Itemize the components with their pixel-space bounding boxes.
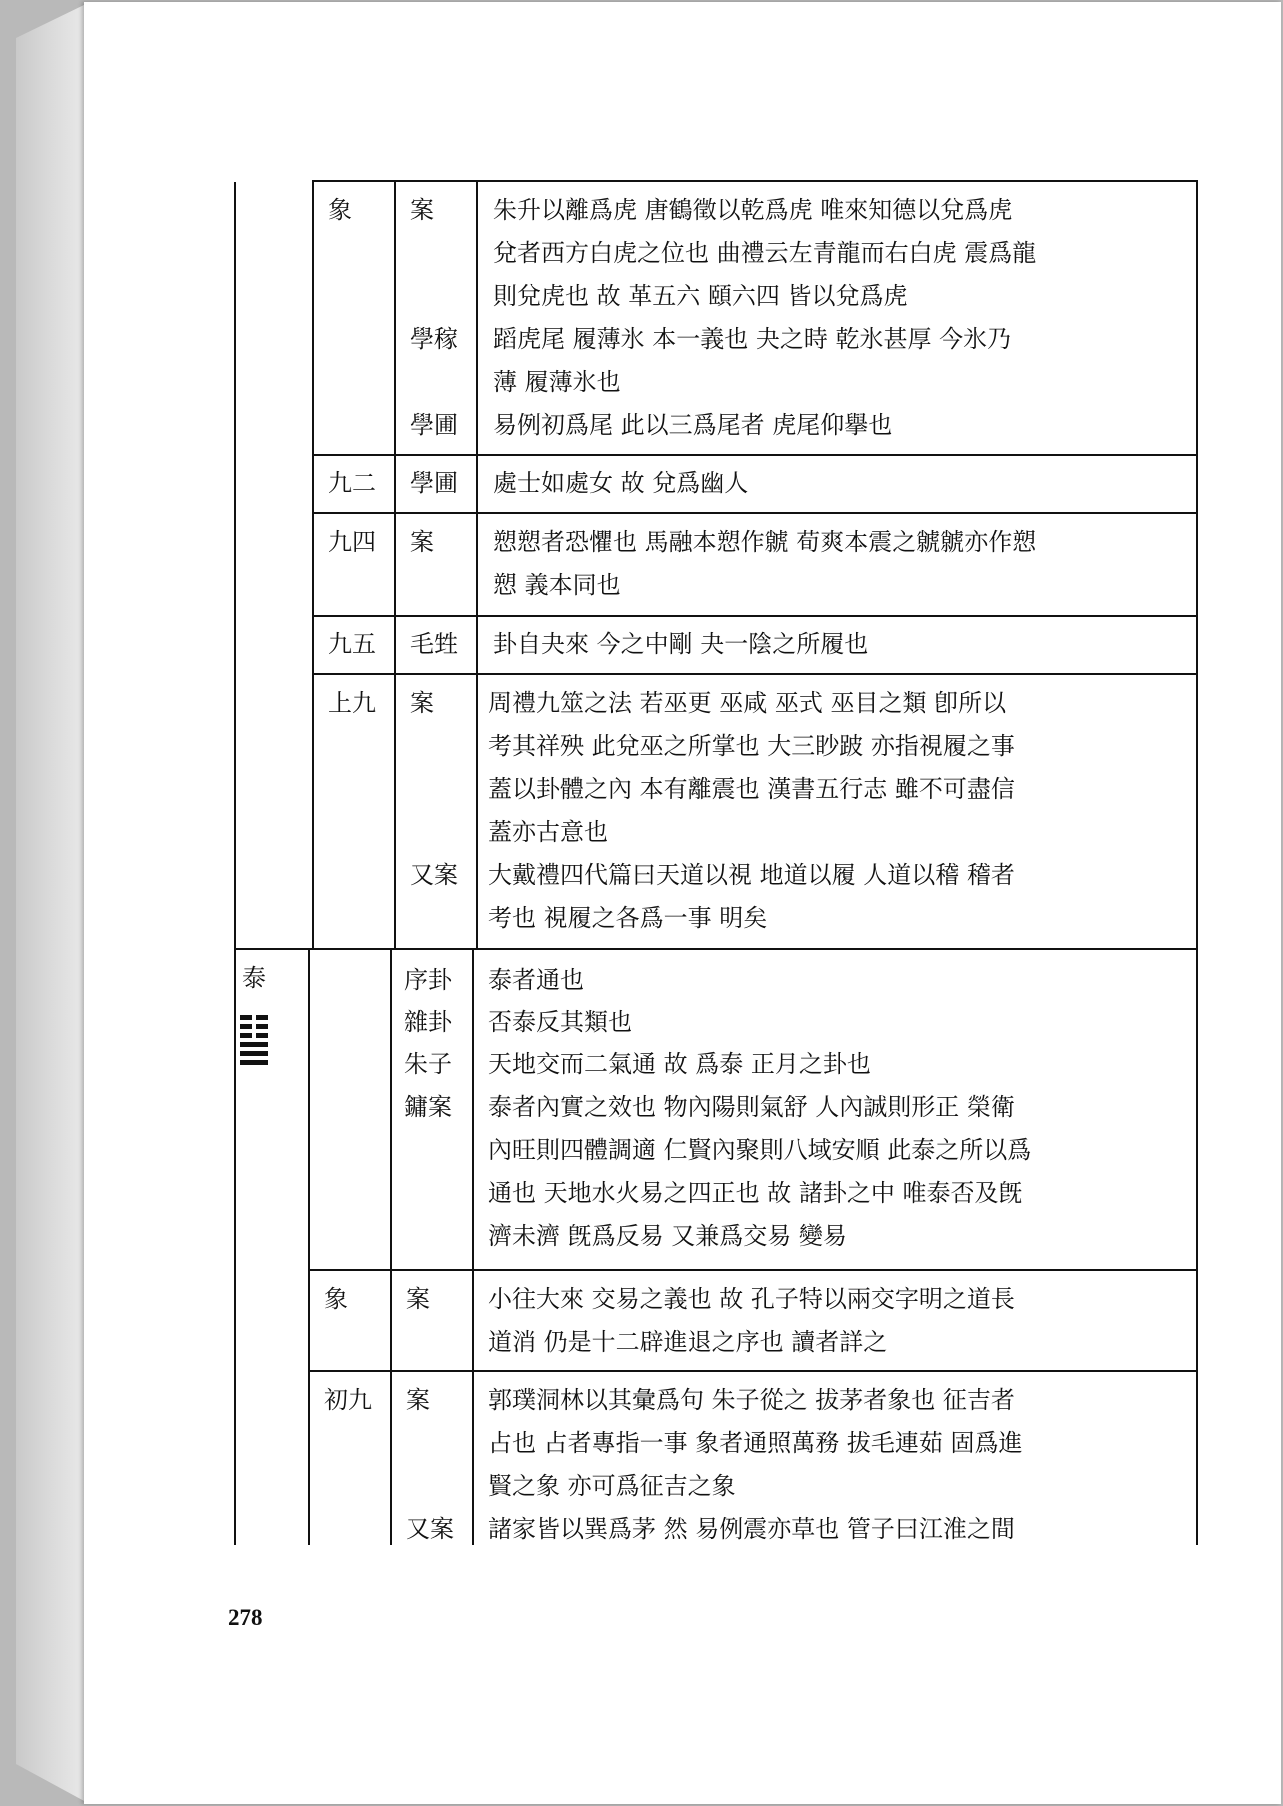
source-label: 朱子: [404, 1050, 452, 1078]
commentary-line: 天地交而二氣通 故 爲泰 正月之卦也: [488, 1050, 871, 1078]
source-label: 學圃: [410, 469, 458, 497]
commentary-line: 大戴禮四代篇曰天道以視 地道以履 人道以稽 稽者: [488, 861, 1015, 889]
commentary-line: 考其祥殃 此兌巫之所掌也 大三眇跛 亦指視履之事: [488, 732, 1015, 760]
commentary-line: 諸家皆以巽爲茅 然 易例震亦草也 管子曰江淮之間: [488, 1515, 1015, 1543]
commentary-line: 內旺則四體調適 仁賢內聚則八域安順 此泰之所以爲: [488, 1136, 1032, 1164]
column-divider: [476, 180, 478, 950]
source-label: 又案: [410, 861, 458, 889]
commentary-line: 賢之象 亦可爲征吉之象: [488, 1472, 736, 1500]
source-label: 鏞案: [404, 1093, 452, 1121]
commentary-line: 蓋以卦體之內 本有離震也 漢書五行志 雖不可盡信: [488, 775, 1015, 803]
commentary-line: 道消 仍是十二辟進退之序也 讀者詳之: [488, 1328, 888, 1356]
source-label: 學稼: [410, 325, 458, 353]
column-divider: [394, 180, 396, 950]
line-label: 上九: [328, 689, 376, 717]
source-label: 序卦: [404, 966, 452, 994]
commentary-line: 否泰反其類也: [488, 1008, 632, 1036]
hexagram-name: 泰: [242, 964, 266, 992]
column-divider: [308, 948, 310, 1545]
source-label: 案: [410, 689, 434, 717]
line-label: 九二: [328, 469, 376, 497]
commentary-line: 愬愬者恐懼也 馬融本愬作虩 荀爽本震之虩虩亦作愬: [493, 528, 1037, 556]
line-label: 初九: [324, 1386, 372, 1414]
commentary-line: 泰者內實之效也 物內陽則氣舒 人內誠則形正 榮衛: [488, 1093, 1015, 1121]
commentary-line: 朱升以離爲虎 唐鶴徵以乾爲虎 唯來知德以兌爲虎: [493, 196, 1013, 224]
source-label: 雜卦: [404, 1008, 452, 1036]
line-label: 九四: [328, 528, 376, 556]
commentary-line: 易例初爲尾 此以三爲尾者 虎尾仰擧也: [493, 411, 893, 439]
column-divider: [472, 948, 474, 1545]
source-label: 毛甡: [410, 630, 458, 658]
commentary-line: 薄 履薄氷也: [493, 368, 621, 396]
table-right-edge: [1196, 948, 1198, 1545]
commentary-line: 泰者通也: [488, 966, 584, 994]
page-number: 278: [228, 1605, 263, 1630]
source-label: 案: [410, 196, 434, 224]
commentary-line: 周禮九筮之法 若巫更 巫咸 巫式 巫目之類 卽所以: [488, 689, 1007, 717]
commentary-line: 蓋亦古意也: [488, 818, 608, 846]
commentary-line: 郭璞洞林以其彙爲句 朱子從之 拔茅者象也 征吉者: [488, 1386, 1015, 1414]
row-divider: [312, 615, 1198, 617]
commentary-line: 濟未濟 旣爲反易 又兼爲交易 變易: [488, 1222, 847, 1250]
row-divider: [312, 454, 1198, 456]
line-label: 象: [328, 196, 352, 224]
row-divider: [312, 673, 1198, 675]
source-label: 案: [406, 1285, 430, 1313]
hexagram-symbol-icon: [240, 1015, 268, 1069]
commentary-line: 愬 義本同也: [493, 571, 621, 599]
line-label: 象: [324, 1285, 348, 1313]
column-divider: [390, 948, 392, 1545]
commentary-line: 小往大來 交易之義也 故 孔子特以兩交字明之道長: [488, 1285, 1015, 1313]
row-divider: [308, 1269, 1198, 1271]
commentary-line: 蹈虎尾 履薄氷 本一義也 夬之時 乾氷甚厚 今氷乃: [493, 325, 1012, 353]
row-divider: [234, 948, 1198, 950]
source-label: 案: [406, 1386, 430, 1414]
source-label: 案: [410, 528, 434, 556]
commentary-line: 兌者西方白虎之位也 曲禮云左青龍而右白虎 震爲龍: [493, 239, 1037, 267]
commentary-line: 處士如處女 故 兌爲幽人: [493, 469, 749, 497]
source-label: 又案: [406, 1515, 454, 1543]
left-margin-rule: [234, 182, 236, 1545]
commentary-line: 則兌虎也 故 革五六 頤六四 皆以兌爲虎: [493, 282, 908, 310]
row-divider: [312, 512, 1198, 514]
row-divider: [308, 1370, 1198, 1372]
book-page: [84, 2, 1281, 1804]
book-page-edge: [16, 4, 86, 1802]
commentary-line: 考也 視履之各爲一事 明矣: [488, 904, 768, 932]
commentary-line: 卦自夬來 今之中剛 夬一陰之所履也: [493, 630, 869, 658]
source-label: 學圃: [410, 411, 458, 439]
commentary-line: 占也 占者專指一事 象者通照萬務 拔毛連茹 固爲進: [488, 1429, 1023, 1457]
line-label: 九五: [328, 630, 376, 658]
commentary-line: 通也 天地水火易之四正也 故 諸卦之中 唯泰否及旣: [488, 1179, 1023, 1207]
